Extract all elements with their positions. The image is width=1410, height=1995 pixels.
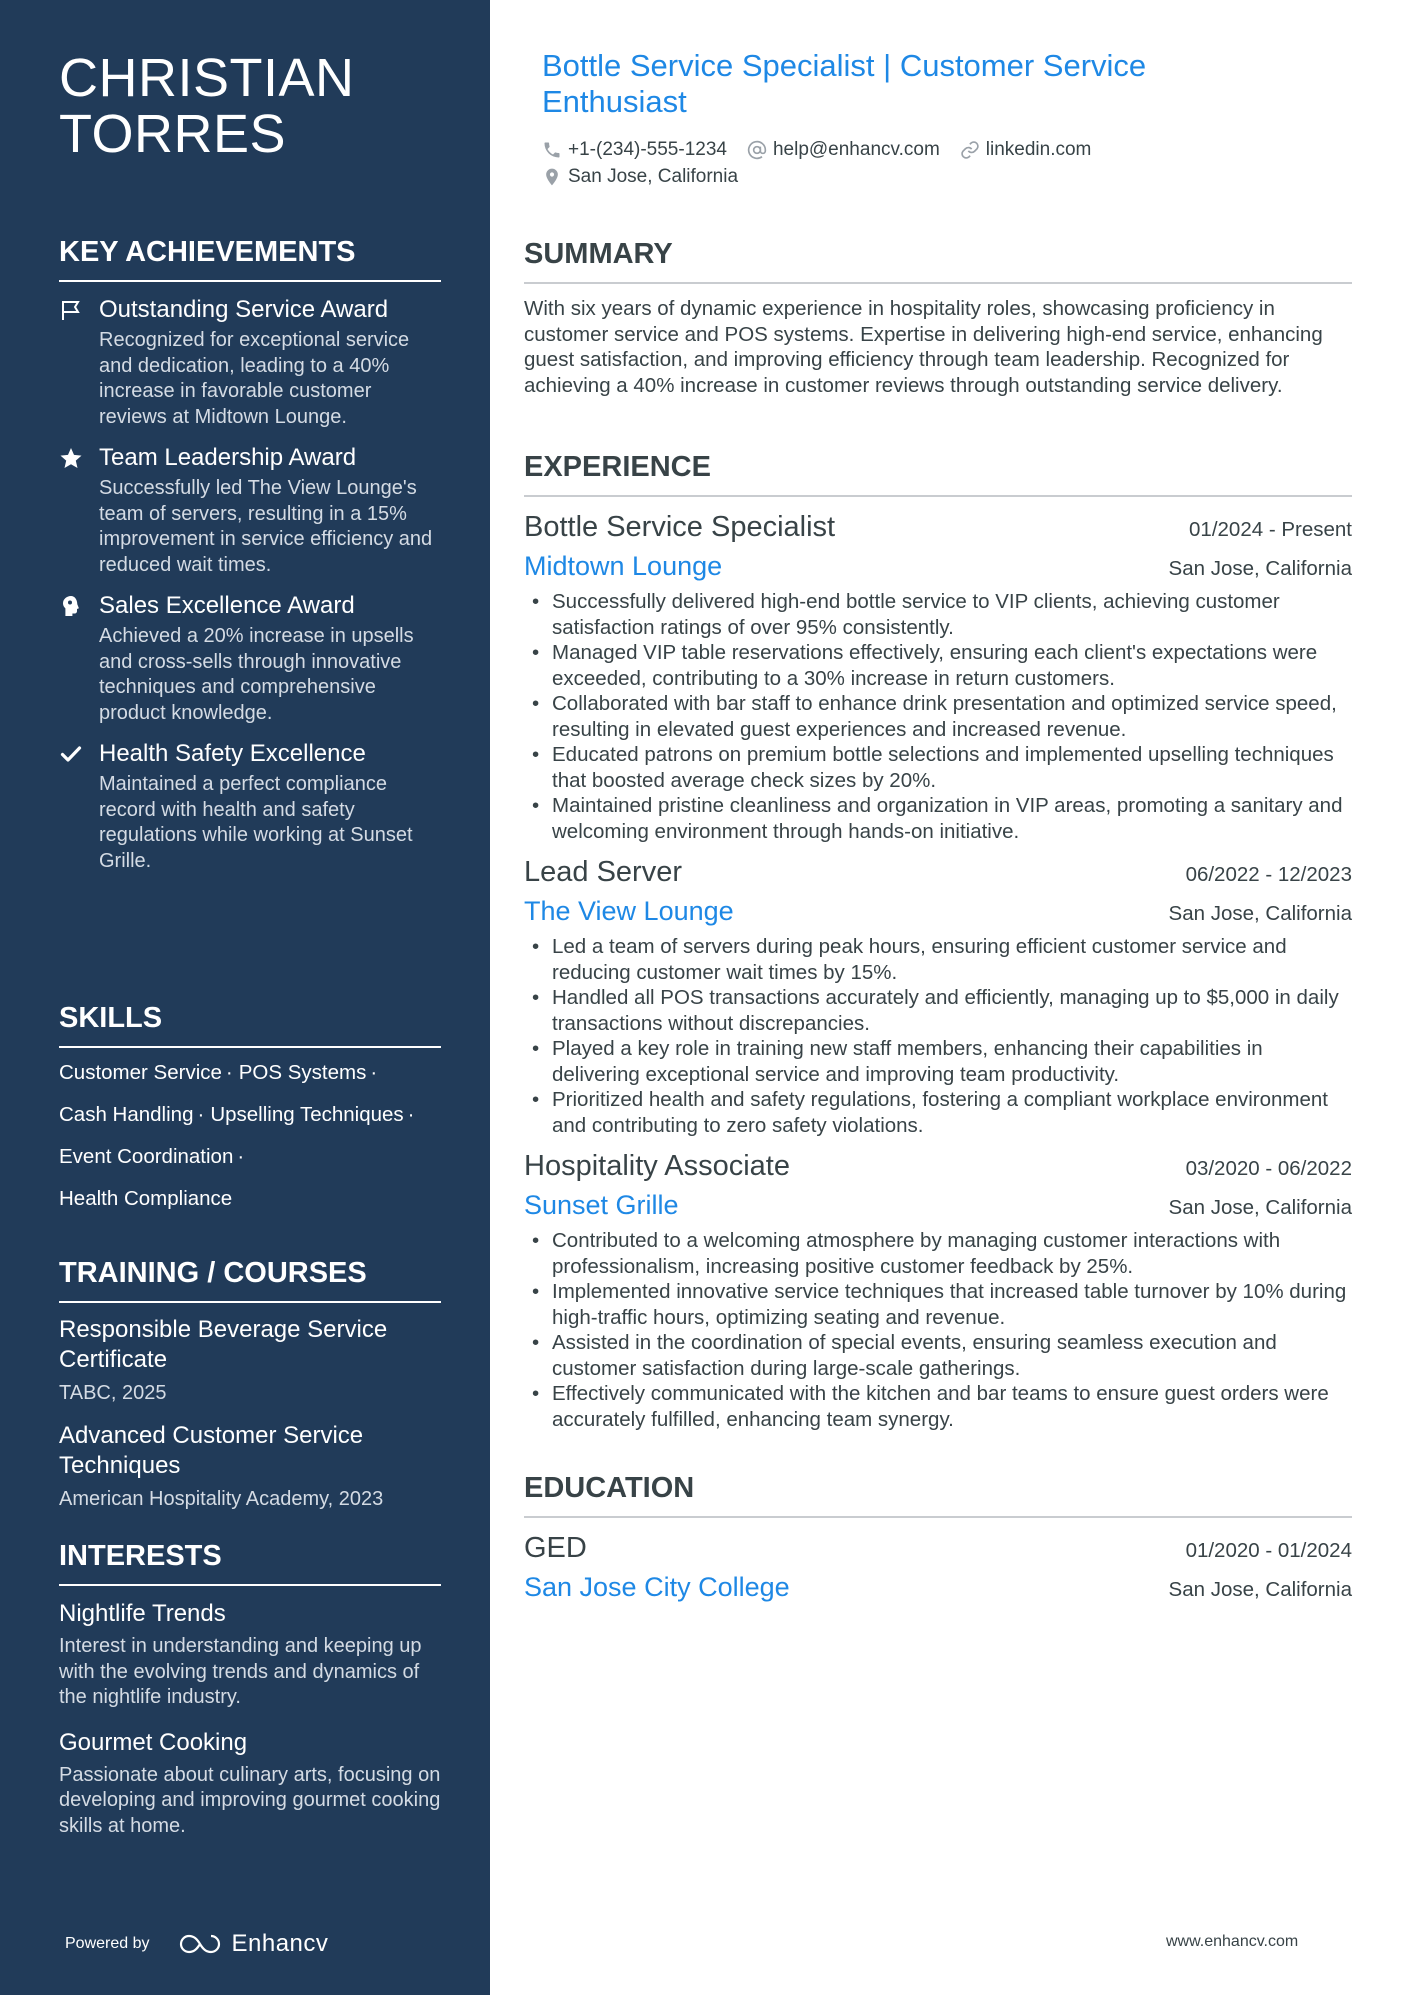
job-title: Hospitality Associate	[524, 1150, 790, 1182]
job-bullets	[524, 934, 1352, 1138]
skill-separator: ·	[197, 1103, 205, 1126]
experience-section	[524, 449, 1352, 1442]
education-section	[524, 1470, 1352, 1620]
flag-icon	[59, 294, 99, 430]
bullet-item: • Played a key role in training new staff members, enhancing their capabilities in delivering exceptional service and improving team productivity.	[524, 1036, 1352, 1087]
achievement-title: Sales Excellence Award	[99, 592, 355, 619]
candidate-name	[59, 50, 459, 162]
phone-contact[interactable]	[542, 139, 727, 161]
achievements-section	[59, 234, 441, 886]
bullet-item: • Educated patrons on premium bottle selections and implemented upselling techniques that boosted average check sizes by 20%.	[524, 742, 1352, 793]
bullet-item: • Assisted in the coordination of special events, ensuring seamless execution and customer satisfaction during large-scale gatherings.	[524, 1330, 1352, 1381]
bullet-item: • Effectively communicated with the kitchen and bar teams to ensure guest orders were accurately fulfilled, enhancing team synergy.	[524, 1381, 1352, 1432]
school-location: San Jose, California	[1168, 1578, 1352, 1601]
interests-section	[59, 1538, 441, 1855]
skills-section	[59, 1000, 441, 1228]
location-pin-icon	[542, 167, 562, 187]
bullet-item: • Led a team of servers during peak hours, ensuring efficient customer service and reducing customer wait times by 15%.	[524, 934, 1352, 985]
interest-item	[59, 1727, 441, 1840]
job-title: Bottle Service Specialist	[524, 511, 836, 543]
job-bullets	[524, 1228, 1352, 1432]
achievement-title: Outstanding Service Award	[99, 296, 389, 323]
course-item	[59, 1421, 441, 1513]
achievement-title: Health Safety Excellence	[99, 740, 366, 767]
brand-name: Enhancv	[231, 1930, 329, 1957]
job-location: San Jose, California	[1168, 902, 1352, 925]
training-section	[59, 1255, 441, 1527]
footer-url[interactable]: www.enhancv.com	[1166, 1933, 1299, 1950]
job-company: The View Lounge	[524, 896, 734, 926]
skill-separator: ·	[225, 1061, 233, 1084]
headline: Bottle Service Specialist | Customer Service Enthusiast	[542, 48, 1147, 119]
location-contact	[542, 166, 738, 188]
linkedin-text: linkedin.com	[985, 138, 1092, 160]
powered-by	[65, 1930, 328, 1958]
interest-title: Nightlife Trends	[59, 1600, 226, 1627]
job-dates: 01/2024 - Present	[1189, 518, 1352, 541]
last-name: TORRES	[59, 104, 287, 164]
summary-heading: SUMMARY	[524, 236, 1352, 284]
sidebar	[0, 0, 490, 1995]
achievement-title: Team Leadership Award	[99, 444, 357, 471]
skill-separator: ·	[407, 1103, 415, 1126]
skill-tag: POS Systems	[238, 1061, 367, 1084]
checkmark-icon	[59, 738, 99, 874]
skill-tag: Health Compliance	[59, 1187, 233, 1210]
interest-item	[59, 1598, 441, 1711]
phone-text: +1-(234)-555-1234	[568, 138, 727, 160]
job-location: San Jose, California	[1168, 557, 1352, 580]
bullet-item: • Contributed to a welcoming atmosphere by managing customer interactions with professionalism, increasing positive customer feedback by 25%.	[524, 1228, 1352, 1279]
enhancv-logo-icon	[178, 1932, 224, 1956]
achievement-desc: Maintained a perfect compliance record with health and safety regulations while working at Sunset Grille.	[99, 773, 413, 872]
interests-heading: INTERESTS	[59, 1538, 441, 1586]
achievements-heading: KEY ACHIEVEMENTS	[59, 234, 441, 282]
degree: GED	[524, 1532, 587, 1564]
skills-heading: SKILLS	[59, 1000, 441, 1048]
education-entry	[524, 1530, 1352, 1610]
email-text: help@enhancv.com	[772, 138, 940, 160]
skill-tag: Cash Handling	[59, 1103, 194, 1126]
course-provider: American Hospitality Academy, 2023	[59, 1488, 384, 1510]
course-provider: TABC, 2025	[59, 1382, 167, 1404]
bullet-item: • Handled all POS transactions accurately and efficiently, managing up to $5,000 in daily transactions without discrepancies.	[524, 985, 1352, 1036]
job-dates: 03/2020 - 06/2022	[1185, 1157, 1352, 1180]
contact-info	[542, 136, 1342, 190]
education-dates: 01/2020 - 01/2024	[1185, 1539, 1352, 1562]
bullet-item: • Managed VIP table reservations effectively, ensuring each client's expectations were exceeded, contributing to a 30% increase in return customers.	[524, 640, 1352, 691]
achievement-item	[59, 442, 441, 578]
achievement-item	[59, 590, 441, 726]
enhancv-logo[interactable]	[178, 1930, 329, 1958]
interest-desc: Passionate about culinary arts, focusing on developing and improving gourmet cooking skills at home.	[59, 1763, 441, 1837]
job-title: Lead Server	[524, 856, 682, 888]
bullet-item: • Successfully delivered high-end bottle service to VIP clients, achieving customer satisfaction ratings of over 95% consistently.	[524, 589, 1352, 640]
star-icon	[59, 442, 99, 578]
job-entry	[524, 854, 1352, 1138]
experience-heading: EXPERIENCE	[524, 449, 1352, 497]
brain-icon	[59, 590, 99, 726]
achievement-item	[59, 738, 441, 874]
phone-icon	[542, 140, 562, 160]
achievement-desc: Achieved a 20% increase in upsells and cross-sells through innovative techniques and comprehensive product knowledge.	[99, 625, 414, 724]
bullet-item: • Implemented innovative service techniques that increased table turnover by 10% during high-traffic hours, optimizing seating and revenue.	[524, 1279, 1352, 1330]
job-bullets	[524, 589, 1352, 844]
summary-section	[524, 236, 1352, 398]
at-icon	[747, 140, 767, 160]
skill-tag: Customer Service	[59, 1061, 222, 1084]
course-title: Advanced Customer Service Techniques	[59, 1422, 364, 1479]
job-company: Sunset Grille	[524, 1190, 679, 1220]
link-icon	[960, 140, 980, 160]
skill-tag: Event Coordination	[59, 1145, 234, 1168]
education-heading: EDUCATION	[524, 1470, 1352, 1518]
skill-separator: ·	[370, 1061, 378, 1084]
bullet-item: • Prioritized health and safety regulations, fostering a compliant workplace environment and contributing to zero safety violations.	[524, 1087, 1352, 1138]
skill-separator: ·	[237, 1145, 245, 1168]
training-heading: TRAINING / COURSES	[59, 1255, 441, 1303]
achievement-desc: Recognized for exceptional service and dedication, leading to a 40% increase in favorable customer reviews at Midtown Lounge.	[99, 329, 410, 428]
skills-list	[59, 1060, 441, 1228]
location-text: San Jose, California	[568, 165, 739, 187]
interest-desc: Interest in understanding and keeping up with the evolving trends and dynamics of the nightlife industry.	[59, 1635, 422, 1708]
first-name: CHRISTIAN	[59, 48, 355, 108]
job-dates: 06/2022 - 12/2023	[1185, 863, 1352, 886]
summary-text: With six years of dynamic experience in hospitality roles, showcasing proficiency in customer service and POS systems. Expertise in delivering high-end service, enhancing guest satisfaction, and improving efficiency through team leadership. Recognized for achieving a 40% increase in customer reviews through outstanding service delivery.	[524, 297, 1323, 397]
interest-title: Gourmet Cooking	[59, 1728, 248, 1756]
job-entry	[524, 509, 1352, 844]
school-name: San Jose City College	[524, 1572, 790, 1602]
course-title: Responsible Beverage Service Certificate	[59, 1316, 388, 1373]
bullet-item: • Maintained pristine cleanliness and organization in VIP areas, promoting a sanitary and welcoming environment through hands-on initiative.	[524, 793, 1352, 844]
achievement-item	[59, 294, 441, 430]
bullet-item: • Collaborated with bar staff to enhance drink presentation and optimized service speed, resulting in elevated guest experiences and increased revenue.	[524, 691, 1352, 742]
job-company: Midtown Lounge	[524, 551, 723, 581]
linkedin-contact[interactable]	[960, 139, 1092, 161]
email-contact[interactable]	[747, 139, 940, 161]
achievement-desc: Successfully led The View Lounge's team of servers, resulting in a 15% improvement in service efficiency and reduced wait times.	[99, 477, 433, 576]
job-entry	[524, 1148, 1352, 1432]
powered-by-label: Powered by	[65, 1935, 150, 1952]
job-location: San Jose, California	[1168, 1196, 1352, 1219]
course-item	[59, 1315, 441, 1407]
skill-tag: Upselling Techniques	[210, 1103, 404, 1126]
